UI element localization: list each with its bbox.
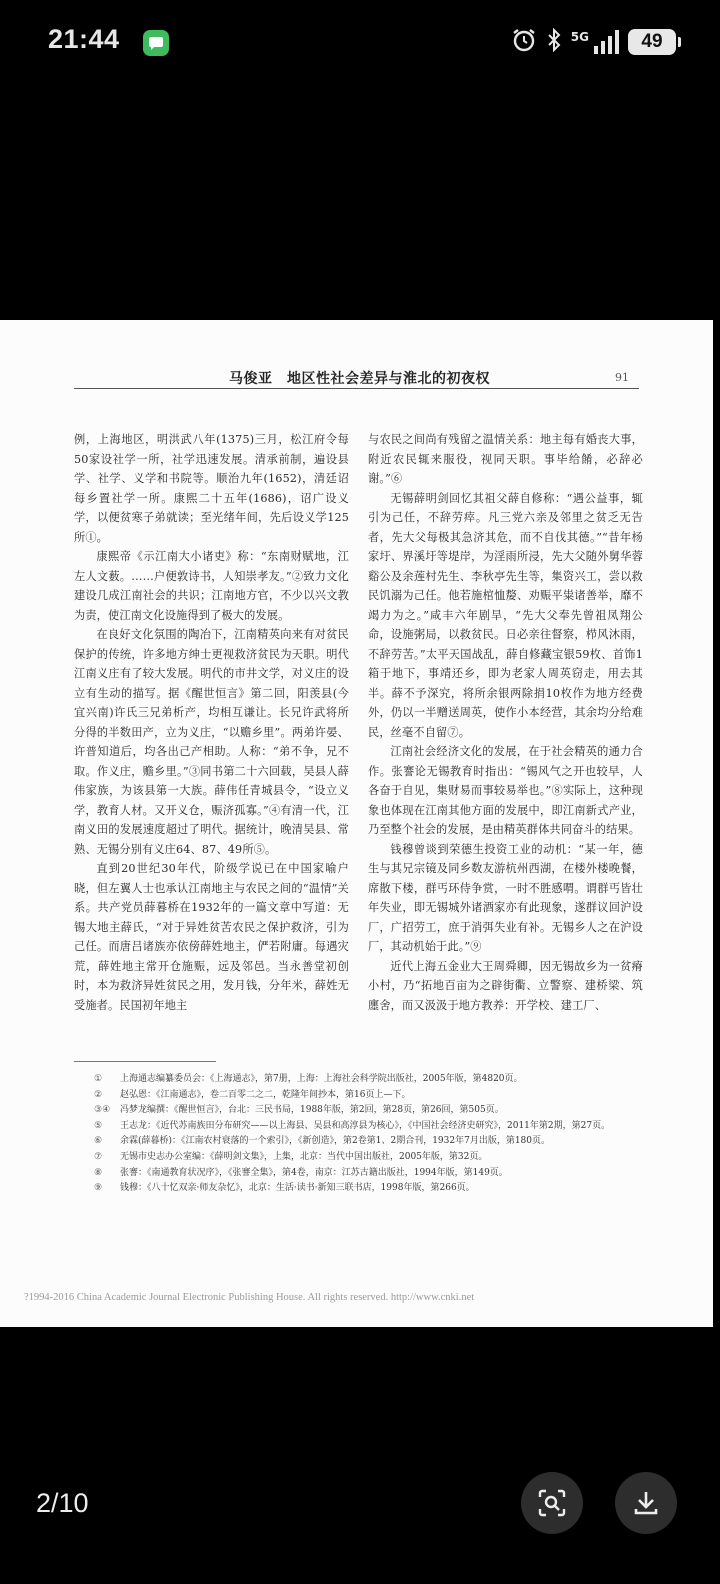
- status-icons: [511, 26, 676, 58]
- footnote-text: 无锡市史志办公室编：《薛明剑文集》，上集，北京：当代中国出版社，2005年版，第32页。: [120, 1151, 488, 1162]
- paragraph: 钱穆曾谈到荣德生投资工业的动机：“某一年，德生与其兄宗镜及同乡数友游杭州西湖，在楼外楼晚餐，席散下楼，群丐环侍争赏，一时不胜感喟。谓群丐皆壮年失业，即无锡城外诸酒家亦有此现象，遂群议回沪设厂，广招劳工，庶于消弭失业有补。无锡乡人之在沪设厂，其动机始于此。”⑨: [368, 842, 643, 953]
- footnote: [94, 1150, 654, 1166]
- right-column: [368, 430, 643, 1015]
- download-icon: [632, 1489, 660, 1517]
- footnote-divider: [74, 1061, 216, 1062]
- alarm-icon: [511, 27, 537, 57]
- paragraph: 近代上海五金业大王周舜卿，因无锡故乡为一贫瘠小村，乃“拓地百亩为之辟街衢、立警察、建桥梁、筑廛舍，而又汲汲于地方教养：开学校、建工厂、: [368, 959, 643, 1012]
- footnote-number: ⑥: [94, 1136, 103, 1147]
- download-button[interactable]: [615, 1472, 677, 1534]
- footnote: [94, 1119, 654, 1135]
- viewer-toolbar: [0, 1460, 720, 1550]
- footnote-number: ③④: [94, 1105, 111, 1116]
- footnote-text: 王志龙：《近代苏南族田分布研究——以上海县、吴县和高淳县为核心》，《中国社会经济史研究》，2011年第2期，第27页。: [120, 1120, 611, 1131]
- paragraph: 在良好文化氛围的陶冶下，江南精英向来有对贫民保护的传统，许多地方绅士更视救济贫民为天职。明代江南义庄有了较大发展。明代的市井文学，对义庄的设立有生动的描写。据《醒世恒言》第二回，阳羡县(今宜兴南)许氏三兄弟析产，均相互谦让。长兄许武将所分得的半数田产，立为义庄，“以赡乡里”。两弟许晏、许普知道后，均各出己产相助。人称：“弟不争，兄不取。作义庄，赡乡里。”③同书第二十六回载，吴县人薛伟家族，为该县第一大族。薛伟任青城县令，“设立义学，教育人材。又开义仓，赈济孤寡。”④有清一代，江南义田的发展速度超过了明代。据统计，晚清吴县、常熟、无锡分别有义庄64、87、49所⑤。: [74, 628, 349, 856]
- footnote: [94, 1072, 654, 1088]
- footnote-number: ⑧: [94, 1167, 103, 1178]
- footnotes: [94, 1072, 654, 1197]
- status-time: 21:44: [48, 24, 120, 54]
- footnote-text: 余霖(薛暮桥)：《江南农村衰落的一个索引》，《新创造》，第2卷第1、2期合刊，1932年7月出版，第180页。: [120, 1136, 551, 1147]
- footnote-text: 上海通志编纂委员会：《上海通志》，第7册，上海：上海社会科学院出版社，2005年版，第4820页。: [120, 1074, 523, 1084]
- page-number: 91: [615, 371, 629, 384]
- paragraph: 与农民之间尚有残留之温情关系：地主每有婚丧大事，附近农民辄来服役，视同天职。事毕给餚，必辞必谢。”⑥: [368, 433, 643, 485]
- bluetooth-icon: [546, 28, 562, 56]
- paragraph: 直到20世纪30年代，阶级学说已在中国家喻户晓，但左翼人士也承认江南地主与农民之间的“温情”关系。共产党员薛暮桥在1932年的一篇文章中写道：无锡大地主薛氏，“对于异姓贫苦农民之保护救济，引为己任。而唐吕诸族亦依傍薛姓地主，俨若附庸。每遇灾荒，薛姓地主常开仓施赈，远及邻邑。当永善堂初创时，本为救济异姓贫民之用，发月钱，分年米，薛姓无受施者。民国初年地主: [74, 862, 349, 1012]
- footnote-number: ⑨: [94, 1183, 103, 1194]
- footnote-number: ⑦: [94, 1151, 103, 1162]
- footnote-text: 赵弘恩：《江南通志》，卷二百零二之二，乾隆年间抄本，第16页上—下。: [120, 1089, 411, 1100]
- footnote: [94, 1134, 654, 1150]
- copyright-notice: ?1994-2016 China Academic Journal Electronic Publishing House. All rights reserved. http://www.cnki.net: [24, 1292, 475, 1303]
- header-title: 马俊亚 地区性社会差异与淮北的初夜权: [229, 371, 490, 387]
- battery-icon: 49: [628, 29, 676, 55]
- paragraph: 无锡薛明剑回忆其祖父薛自修称：“遇公益事，辄引为己任，不辞劳瘁。凡三党六亲及邻里之贫乏无告者，先大父每极其急济其危，而不自伐其德。”“昔年杨家圩、界溪圩等堤岸，为淫雨所浸，先大父随外舅华蓉谿公及余莲村先生、李秋亭先生等，集资兴工，尝以救民饥溺为己任。他若施棺恤嫠、劝赈平粜诸善举，靡不竭力为之。”咸丰六年剧旱，“先大父奉先曾祖凤翔公命，设施粥局，以救贫民。日必亲往督察，栉风沐雨，不辞劳苦。”太平天国战乱，薛自修藏宝银59枚、首饰1箱于地下，事靖还乡，即为老家人周英窃走，用去其半。薛不予深究，将所余银两除捐10枚作为地方经费外，仍以一半赠送周英，使作小本经营，其余均分给难民，丝毫不自留⑦。: [368, 491, 643, 739]
- footnote-number: ①: [94, 1074, 103, 1084]
- signal-icon: [594, 30, 619, 54]
- footnote-text: 钱穆：《八十忆双亲·师友杂忆》，北京：生活·读书·新知三联书店，1998年版，第266页。: [120, 1183, 475, 1194]
- scan-search-icon: [538, 1489, 566, 1517]
- paragraph: 江南社会经济文化的发展，在于社会精英的通力合作。张謇论无锡教育时指出：“锡风气之开也较早，人各奋于自见，集财易而事较易举也。”⑧实际上，这种现象也体现在江南其他方面的发展中，即江南新式产业，乃至整个社会的发展，是由精英群体共同奋斗的结果。: [368, 745, 643, 836]
- paragraph: 康熙帝《示江南大小诸吏》称：“东南财赋地，江左人文薮。……户便敦诗书，人知崇孝友。”②致力文化建设几成江南社会的共识；江南地方官，不少以兴文教为责，使江南文化设施得到了极大的发展。: [74, 550, 349, 622]
- footnote-number: ②: [94, 1089, 103, 1100]
- footnote: [94, 1088, 654, 1104]
- page-header: [74, 368, 639, 389]
- footnote-text: 张謇：《南通教育状况序》，《张謇全集》，第4卷，南京：江苏古籍出版社，1994年版，第149页。: [120, 1167, 508, 1178]
- document-page[interactable]: [0, 320, 713, 1327]
- footnote-number: ⑤: [94, 1120, 103, 1131]
- left-column: [74, 430, 349, 1015]
- scan-button[interactable]: [521, 1472, 583, 1534]
- footnote: [94, 1103, 654, 1119]
- page-counter: 2/10: [36, 1488, 89, 1518]
- footnote-text: 冯梦龙编撰：《醒世恒言》，台北：三民书局，1988年版，第2回，第28页，第26回，第505页。: [120, 1105, 504, 1116]
- paragraph: 例，上海地区，明洪武八年(1375)三月，松江府令每50家设社学一所，社学迅速发展。清承前制，遍设县学、社学、义学和书院等。顺治九年(1652)，清廷诏每乡置社学一所。康熙二十五年(1686)，诏广设义学，以便贫寒子弟就读；至光绪年间，先后设义学125所①。: [74, 433, 349, 544]
- chat-notification-icon: [143, 30, 169, 56]
- status-bar: [0, 0, 720, 84]
- footnote: [94, 1166, 654, 1182]
- network-type: 5G: [570, 30, 589, 44]
- footnote: [94, 1181, 654, 1197]
